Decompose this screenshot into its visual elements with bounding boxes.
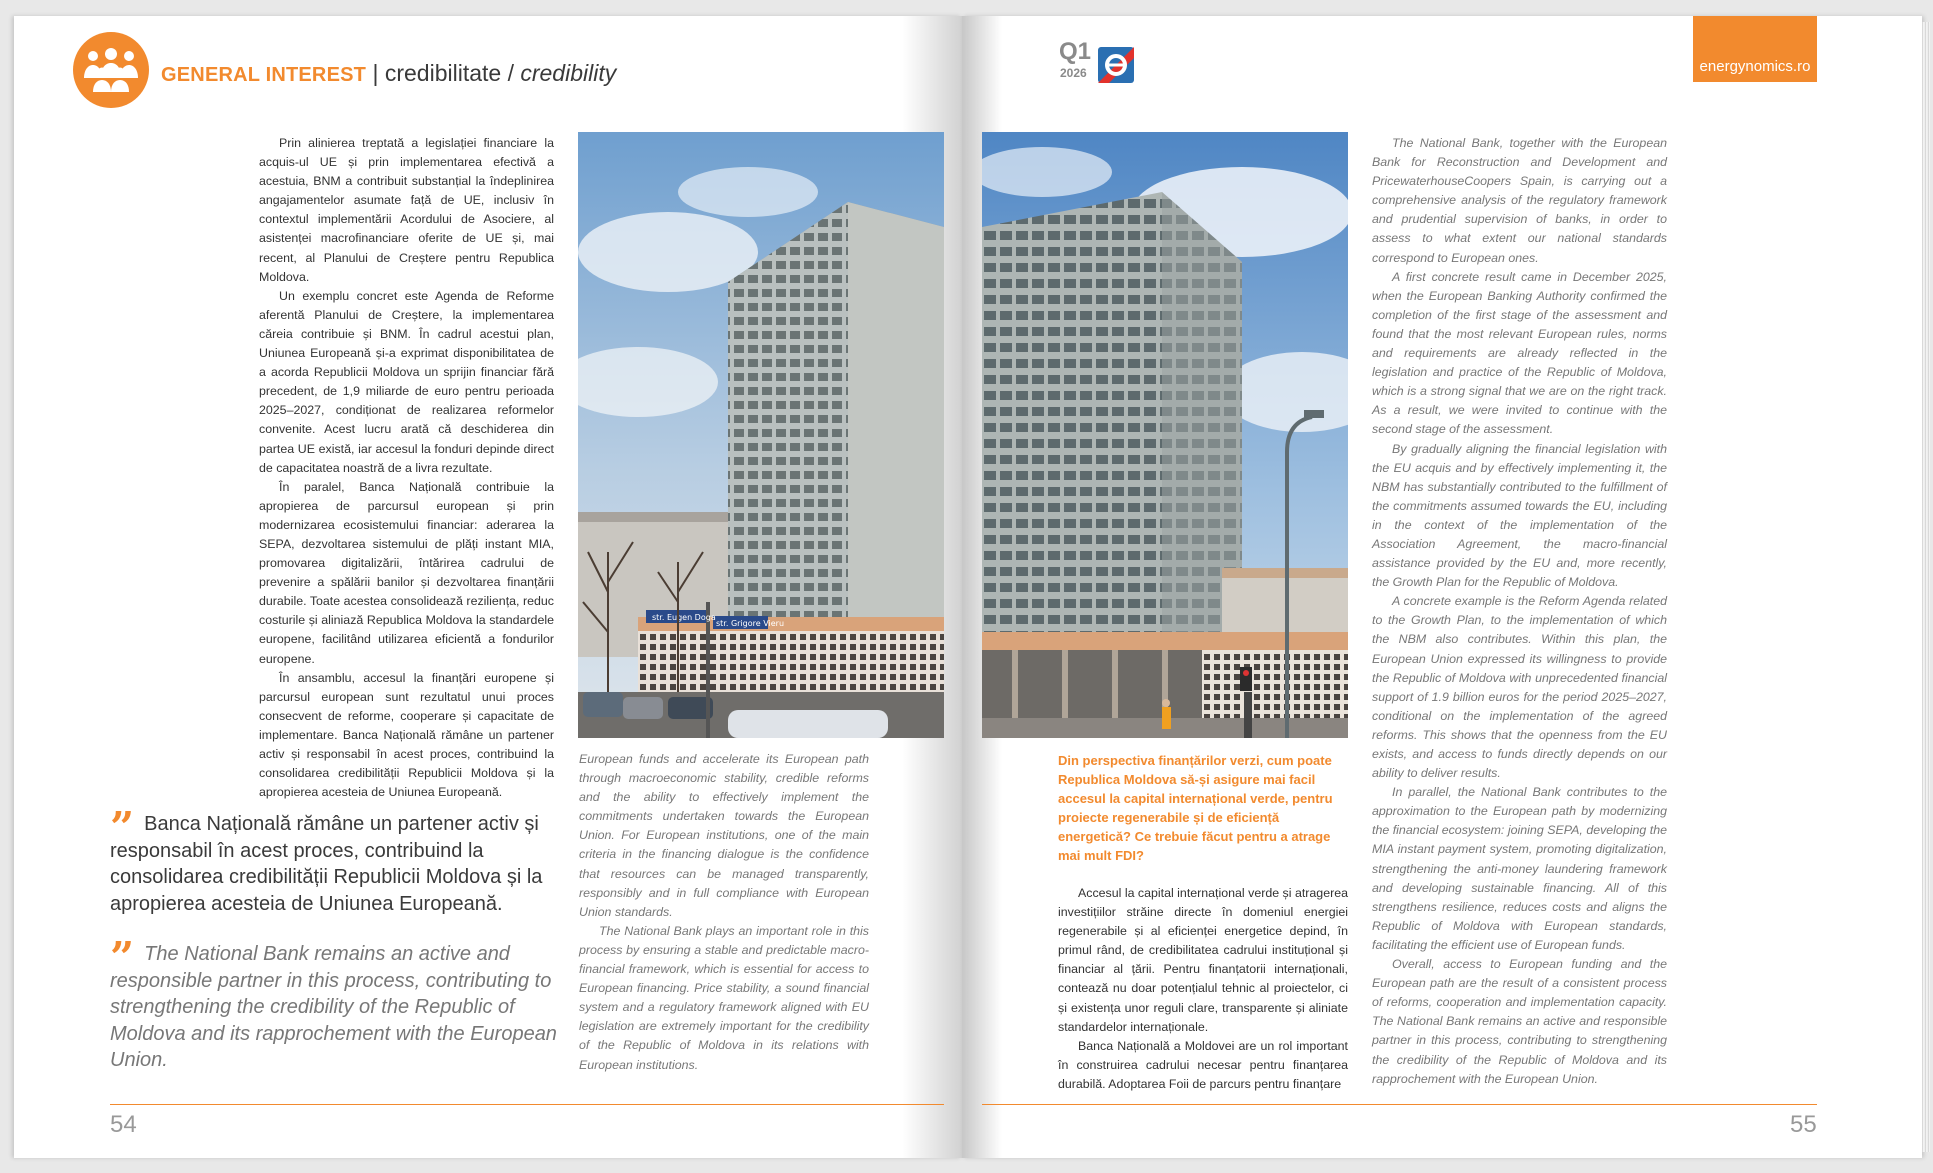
street-sign-2: str. Grigore Vieru: [716, 619, 785, 628]
magazine-logo-icon: [1097, 46, 1135, 84]
paragraph: În paralel, Banca Națională contribuie la apropierea de parcursul european și prin modernizarea ecosistemului financiar: aderarea la SEPA, dezvoltarea sistemului de plăți instant MIA, promovarea digitalizării, întărirea cadrului de prevenire a spălării banilor și dezvoltarea finanțării durabile. Toate acestea consolidează reziliența, reduc costurile și aliniază Republica Moldova la standardele europene, facilitând utilizarea eficientă a fondurilor europene.: [259, 479, 554, 666]
section-label: GENERAL INTEREST: [161, 64, 367, 86]
right-column-1-text: [1058, 884, 1348, 1094]
building-photo-1: [578, 132, 944, 738]
paragraph: The National Bank, together with the European Bank for Reconstruction and Development and PricewaterhouseCoopers Spain, is carrying out a comprehensive analysis of the regulatory framework and prudential supervision of banks, in order to assess to what extent our national standards correspond to European ones.: [1372, 136, 1667, 265]
paragraph: Prin alinierea treptată a legislației financiare la acquis-ul UE și prin implementarea efectivă a acestuia, BNM a contribuit substanțial la îndeplinirea angajamentelor asumate față de UE, inclusiv în contextul implementării Acordului de Asociere, al asistenței macrofinanciare oferite de UE și, mai recent, al Planului de Creștere pentru Republica Moldova.: [259, 136, 554, 284]
paragraph: În ansamblu, accesul la finanțări europene și parcursul european sunt rezultatul unui proces consecvent de reforme, cooperare și capacitate de implementare. Banca Națională rămâne un partener activ și responsabil în acest proces, contribuind la consolidarea credibilității Republicii Moldova și la apropierea acesteia de Uniunea Europeană.: [259, 670, 554, 800]
right-column-2-text: [1372, 134, 1667, 1089]
page-number-right: 55: [1790, 1111, 1817, 1138]
paragraph: A concrete example is the Reform Agenda related to the Growth Plan, to the implementation of which the NBM also contributes. Within this plan, the European Union expressed its willingness to provide the Republic of Moldova with unprecedented financial support of 1.9 billion euros for the period 2025–2027, conditional on the implementation of the agreed reforms. This shows that the openness from the EU exists, and access to funds directly depends on our ability to deliver results.: [1372, 594, 1667, 781]
site-tag: energynomics.ro: [1693, 16, 1817, 82]
quote-mark-icon: ”: [110, 803, 135, 852]
paragraph: European funds and accelerate its European path through macroeconomic stability, credible reforms and the ability to effectively implement the commitments undertaken towards the European Union. For European institutions, one of the main criteria in the financing dialogue is the confidence that resources can be managed transparently, responsibly and in full compliance with European Union standards.: [579, 752, 869, 919]
footer-rule: [982, 1104, 1817, 1105]
paragraph: A first concrete result came in December 2025, when the European Banking Authority confirmed the completion of the first stage of the assessment and found that the most relevant European rules, norms and requirements are already reflected in the legislation and practice of the Republic of Moldova, which is a strong signal that we are on the right track. As a result, we were invited to continue with the second stage of the assessment.: [1372, 269, 1667, 437]
interview-question: Din perspectiva finanțărilor verzi, cum poate Republica Moldova să-și asigure mai facil accesul la capital internațional verde, pentru proiecte regenerabile și de eficiență energetică? Ce trebuie făcut pentru a atrage mai mult FDI?: [1058, 753, 1333, 863]
pull-quote-en: ” The National Bank remains an active and responsible partner in this process, contributing to strengthening the credibility of the Republic of Moldova and its rapprochement with the European Union.: [110, 933, 557, 1071]
left-column-text: [259, 134, 554, 802]
pull-quote-ro: ” Banca Națională rămâne un partener activ și responsabil în acest proces, contribuind la consolidarea credibilității Republicii Moldova și la apropierea acesteia de Uniunea Europeană.: [110, 803, 543, 915]
left-page: [14, 16, 962, 1158]
paragraph: Accesul la capital internațional verde și atragerea investițiilor străine directe în domeniul energiei regenerabile și al eficienței energetice depind, în primul rând, de credibilitatea cadrului instituțional și financiar al țării. Pentru finanțatorii internaționali, contează nu doar potențialul tehnic al proiectelor, ci și existența unor reguli clare, transparente și aliniate standardelor internaționale.: [1058, 886, 1348, 1034]
title-ro: credibilitate: [384, 60, 502, 86]
paragraph: Un exemplu concret este Agenda de Reforme aferentă Planului de Creștere, la implementarea căreia contribuie și BNM. În cadrul acestui plan, Uniunea Europeană și-a exprimat disponibilitatea de a acorda Republicii Moldova un sprijin financiar fără precedent, de 1,9 miliarde de euro pentru perioada 2025–2027, condiționat de realizarea reformelor convenite. Acest lucru arată că deschiderea din partea UE există, iar accesul la fonduri depinde direct de capacitatea noastră de a livra rezultate.: [259, 288, 554, 475]
issue-label: Q1: [1059, 38, 1092, 65]
page-number-left: 54: [110, 1111, 137, 1138]
paragraph: By gradually aligning the financial legislation with the EU acquis and by effectively implementing it, the NBM has substantially contributed to the fulfillment of the commitments assumed towards the EU, including in the context of the implementation of the Association Agreement, the macro-financial assistance provided by the EU and, more recently, the Growth Plan for the Republic of Moldova.: [1372, 441, 1667, 590]
paragraph: In parallel, the National Bank contributes to the approximation to the European path by modernizing the financial ecosystem: joining SEPA, developing the MIA instant payment system, promoting digitalization, strengthening the anti-money laundering framework and developing sustainable financing. All of this strengthens resilience, reduces costs and aligns the Republic of Moldova with European standards, facilitating the efficient use of European funds.: [1372, 785, 1667, 952]
people-group-icon: [73, 32, 149, 108]
right-page: [962, 16, 1922, 1158]
title-en: credibility: [520, 60, 617, 86]
center-column-text: [579, 750, 869, 1075]
paragraph: Overall, access to European funding and the European path are the result of a consistent process of reforms, cooperation and implementation capacity. The National Bank remains an active and responsible partner in this process, contributing to strengthening the credibility of the Republic of Moldova and its rapprochement with the European Union.: [1372, 957, 1667, 1086]
quote-mark-icon: ”: [110, 933, 135, 982]
street-sign-1: str. Eugen Doga: [652, 613, 716, 622]
section-title: GENERAL INTEREST | credibilitate / credibility: [161, 60, 617, 86]
issue-year: 2026: [1060, 66, 1087, 80]
building-photo-2: [982, 132, 1348, 738]
footer-rule: [110, 1104, 944, 1105]
paragraph: The National Bank plays an important role in this process by ensuring a stable and predictable macro-financial framework, which is essential for access to European financing. Price stability, a sound financial system and a regulatory framework aligned with EU legislation are extremely important for the credibility of the Republic of Moldova in its relations with European institutions.: [579, 923, 869, 1072]
paragraph: Banca Națională a Moldovei are un rol important în construirea cadrului necesar pentru finanțarea durabilă. Adoptarea Foii de parcurs pentru finanțare: [1058, 1038, 1348, 1091]
